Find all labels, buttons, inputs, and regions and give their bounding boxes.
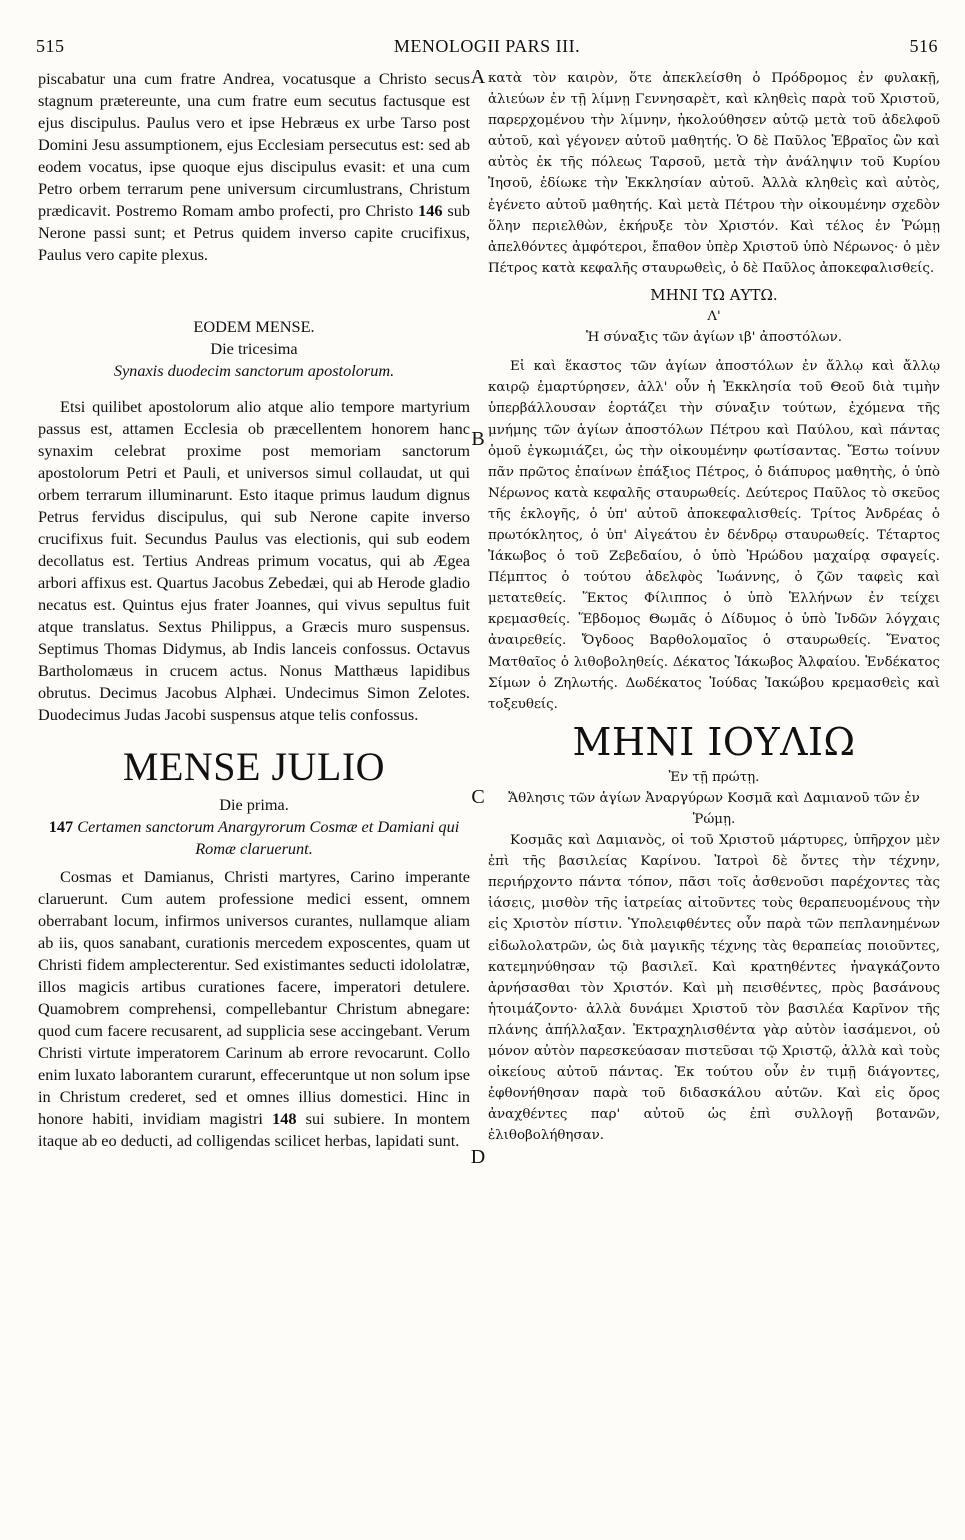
latin-certamen-heading: 147 Certamen sanctorum Anargyrorum Cosmæ et Damiani qui Romæ claruerunt.: [48, 817, 460, 858]
margin-mark-a: A: [470, 66, 486, 88]
latin-column: [38, 68, 470, 1508]
latin-paragraph-1: piscabatur una cum fratre Andrea, vocatusque a Christo secus stagnum prætereunte, una cum fratre eum secutus factusque est ejus discipulus. Paulus vero et ipse Hebræus ex urbe Tarso post Domini Jesu assumptionem, ejus Ecclesiam persecutus est: sed ab eodem vocatus, ipse quoque ejus discipulus evasit: et una cum Petro orbem terrarum pene universum circumlustrans, Christum prædicavit. Postremo Romam ambo profecti, pro Christo 146 sub Nerone passi sunt; et Petrus quidem inverso capite crucifixus, Paulus vero capite plexus.: [38, 69, 470, 264]
greek-paragraph-2: Εἰ καὶ ἕκαστος τῶν ἁγίων ἀποστόλων ἐν ἄλλῳ καὶ ἄλλῳ καιρῷ ἐμαρτύρησεν, ἀλλ' οὖν ἡ Ἐκκλησία τοῦ Θεοῦ διὰ τιμὴν ὑπερβάλλουσαν ἑορτάζει τὴν σύναξιν τούτων, ἐχόμενα τῆς μνήμης τῶν ἁγίων ἀποστόλων Πέτρου καὶ Παύλου, καὶ πάντας ὁμοῦ ἐγκωμιάζει, ὡς τὴν οἰκουμένην φωτίσαντας. Ἔστω τοίνυν πᾶν πρῶτος ἐπαίνων ἐπάξιος Πέτρος, ὁ διάπυρος μαθητὴς, ὁ ὑπὸ Νέρωνος κατὰ κεφαλῆς σταυρωθείς. Δεύτερος Παῦλος τὸ σκεῦος τῆς ἐκλογῆς, ὁ ὑπ' αὐτοῦ ἀποκεφαλισθείς. Τρίτος Ἀνδρέας ὁ πρωτόκλητος, ὁ ὑπ' Αἰγεάτου ἐν δένδρῳ σταυρωθείς. Τέταρτος Ἰάκωβος ὁ τοῦ Ζεβεδαίου, ὁ ὑπὸ Ἡρώδου μαχαίρᾳ σφαγείς. Πέμπτος ὁ τούτου ἀδελφὸς Ἰωάννης, ὁ ζῶν ταφεὶς καὶ μετατεθείς. Ἕκτος Φίλιππος ὁ ὑπὸ Ἑλλήνων ἐν τείχει κρεμασθείς. Ἕβδομος Θωμᾶς ὁ Δίδυμος ὁ ὑπὸ Ἰνδῶν λόγχαις ἀναιρεθείς. Ὄγδοος Βαρθολομαῖος ὁ σταυρωθείς. Ἔνατος Ματθαῖος ὁ λιθοβοληθείς. Δέκατος Ἰάκωβος Ἀλφαίου. Ἑνδέκατος Σίμων ὁ Ζηλωτής. Δωδέκατος Ἰούδας Ἰακώβου κρεμασθεὶς καὶ τοξευθείς.: [488, 359, 940, 712]
greek-athlesis-heading: Ἄθλησις τῶν ἁγίων Ἀναργύρων Κοσμᾶ καὶ Δαμιανοῦ τῶν ἐν Ῥώμῃ.: [508, 790, 920, 827]
greek-prima-heading: Ἐν τῇ πρώτῃ.: [668, 769, 760, 785]
greek-paragraph-3: Κοσμᾶς καὶ Δαμιανὸς, οἱ τοῦ Χριστοῦ μάρτυρες, ὑπῆρχον μὲν ἐπὶ τῆς βασιλείας Καρίνου. Ἰατροὶ δὲ ὄντες τὴν τέχνην, περιήρχοντο πάντα τόπον, πᾶσι τοῖς ἀσθενοῦσι παρέχοντες τὰς ἰάσεις, μισθὸν τῆς ἰατρείας αἰτοῦντες τοὺς θεραπευομένους τὴν εἰς Χριστὸν πίστιν. Ὑπολειφθέντες οὖν παρὰ τῶν πεπλανημένων εἰδωλολατρῶν, ὡς διὰ μαγικῆς τέχνης τὰς θεραπείας ποιοῦντες, κατεμηνύθησαν τῷ βασιλεῖ. Καὶ κρατηθέντες ἠναγκάζοντο ἀρνήσασθαι τὸν Χριστόν. Καὶ μὴ πεισθέντες, πρὸς βασάνους ἡτοιμάζοντο· ἀλλὰ δυνάμει Χριστοῦ τὸν βασιλέα Καρῖνον τῆς πλάνης ἀπήλλαξαν. Ἐκτραχηλισθέντα γὰρ αὐτὸν ἰασάμενοι, οὐ μόνον αὐτὸν παρεσκεύασαν πιστεῦσαι τῷ Χριστῷ, ἀλλὰ καὶ τοὺς οἰκείους αὐτοῦ πάντας. Ἐκ τούτου οὖν ἐν τιμῇ διάγοντες, ἐφθονήθησαν παρὰ τοῦ διδασκάλου αὐτῶν. Καὶ εἰς ὄρος ἀναχθέντες παρ' αὐτοῦ ὡς ἐπὶ συλλογῇ βοτανῶν, ἐλιθοβολήθησαν.: [488, 833, 940, 1144]
greek-paragraph-1: κατὰ τὸν καιρὸν, ὅτε ἀπεκλείσθη ὁ Πρόδρομος ἐν φυλακῇ, ἁλιεύων ἐν τῇ λίμνῃ Γεννησαρὲτ, καὶ κληθεὶς παρὰ τοῦ Χριστοῦ, παρερχομένου τὴν λίμνην, ἠκολούθησεν αὐτῷ μετὰ τοῦ ἀδελφοῦ αὐτοῦ, καὶ γέγονεν αὐτοῦ μαθητής. Ὁ δὲ Παῦλος Ἑβραῖος ὢν καὶ αὐτὸς ἐκ τῆς πόλεως Ταρσοῦ, μετὰ τὴν ἀνάληψιν τοῦ Κυρίου Ἰησοῦ, ἐδίωκε τὴν Ἐκκλησίαν αὐτοῦ. Ἀλλὰ κληθεὶς καὶ αὐτὸς, ἐγένετο αὐτοῦ μαθητής. Καὶ μετὰ Πέτρου τὴν οἰκουμένην σχεδὸν ὅλην περιελθὼν, ἐκήρυξε τὸν Χριστόν. Καὶ τέλος ἐν Ῥώμῃ ἀπελθόντες ἀμφότεροι, ἔπαθον ὑπὲρ Χριστοῦ ὑπὸ Νέρωνος· ὁ μὲν Πέτρος κατὰ κεφαλῆς σταυρωθεὶς, ὁ δὲ Παῦλος ἀποκεφαλισθείς.: [488, 71, 940, 276]
page-header: [36, 36, 938, 58]
latin-julio-heading: MENSE JULIO: [122, 744, 386, 789]
latin-paragraph-3: Cosmas et Damianus, Christi martyres, Carino imperante claruerunt. Cum autem professione medici essent, omnem oberrabant locum, infirmos universos curantes, nullamque aliam ab iis, quos sanabant, curationis mercedem exposcentes, quam ut Christi fidem amplecterentur. Sed existimantes seducti idololatræ, illos magicis artibus curationes facere, imperatori detulere. Quamobrem comprehensi, compellebantur Christum abnegare: quod cum facere recusarent, ad supplicia sese accingebant. Verum Christi virtute imperatorem Carinum ab errore revocarunt. Collo enim luxato laborantem curarunt, effeceruntque ut non solum ipse in Christum crederet, sed et omnes illius domestici. Hinc in honore habiti, invidiam magistri 148 sui subiere. In montem itaque ab eo deducti, ad colligendas scilicet herbas, lapidati sunt.: [38, 867, 470, 1150]
greek-column: [488, 68, 940, 1508]
greek-month-heading: ΜΗΝΙ ΤΩ ΑΥΤΩ.: [650, 285, 778, 304]
latin-paragraph-2: Etsi quilibet apostolorum alio atque alio tempore martyrium passus est, attamen Ecclesia ob præcellentem honorem hanc synaxim celebrat proxime post memoriam sanctorum apostolorum Petri et Pauli, et universos simul collaudat, ut qui orbem terrarum illuminarunt. Esto itaque primus laudum dignus Petrus fervidus discipulus, qui sub Nerone capite inverso crucifixus fuit. Secundus Paulus vas electionis, qui sub eodem decollatus est. Tertius Andreas primum vocatus, qui ab Ægea arbori affixus est. Quartus Jacobus Zebedæi, qui ab Herode gladio necatus est. Quintus ejus frater Joannes, qui vivus sepultus fuit atque translatus. Sextus Philippus, a Græcis muro suspensus. Septimus Thomas Didymus, ab Indis lanceis confossus. Octavus Bartholomæus in crucem actus. Nonus Matthæus lapidibus obrutus. Decimus Jacobus Alphæi. Undecimus Simon Zelotes. Duodecimus Judas Jacobi suspensus atque telis confossus.: [38, 397, 470, 724]
margin-mark-b: B: [471, 428, 485, 450]
running-title: MENOLOGII PARS III.: [393, 36, 581, 56]
margin-mark-c: C: [471, 786, 485, 808]
latin-day-heading: Die tricesima: [210, 339, 298, 358]
margin-mark-d: D: [470, 1146, 486, 1168]
page-number-right: 516: [909, 36, 938, 56]
greek-day-heading: Λ': [707, 309, 721, 325]
greek-julio-heading: ΜΗΝΙ ΙΟΥΛΙΩ: [572, 719, 856, 764]
marginal-number: 146: [418, 201, 443, 220]
latin-prima-heading: Die prima.: [219, 795, 289, 814]
marginal-number: 148: [272, 1109, 297, 1128]
latin-feast-heading: Synaxis duodecim sanctorum apostolorum.: [113, 361, 395, 380]
greek-feast-heading: Ἡ σύναξις τῶν ἁγίων ιβ' ἀποστόλων.: [586, 330, 842, 346]
latin-month-heading: EODEM MENSE.: [193, 317, 315, 336]
page-number-left: 515: [36, 36, 65, 56]
